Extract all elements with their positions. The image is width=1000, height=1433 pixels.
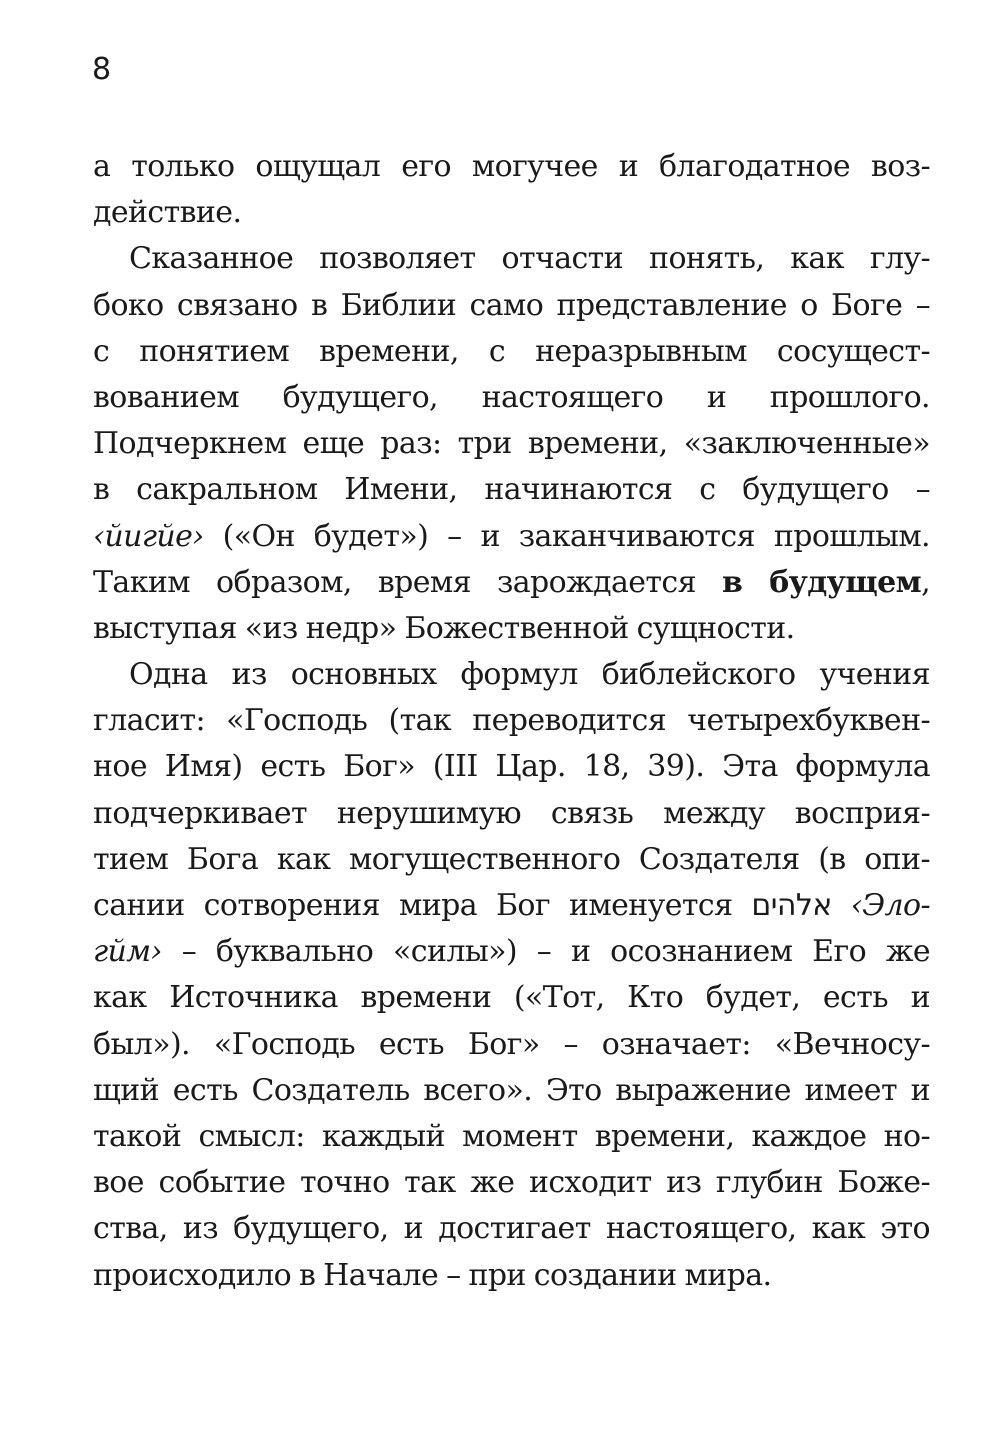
text-line: щий есть Создатель всего». Это выражение имеет и xyxy=(93,1072,930,1108)
text-line: действие. xyxy=(93,195,242,231)
text-line xyxy=(93,883,930,929)
text-line: Одна из основных формул библейского учения xyxy=(129,657,930,693)
hebrew-word: אלהים xyxy=(751,888,832,923)
text-line: Сказанное позволяет отчасти понять, как глу- xyxy=(129,241,930,277)
text-segment: Таким образом, время зарождается xyxy=(93,564,723,600)
text-line: происходило в Начале – при создании мира. xyxy=(93,1257,772,1293)
paragraph-2 xyxy=(93,236,930,652)
text-line: выступая «из недр» Божественной сущности. xyxy=(93,610,795,646)
text-line: с понятием времени, с неразрывным сосущест- xyxy=(93,333,930,369)
text-segment: («Он будет») – и заканчиваются прошлым. xyxy=(203,518,930,554)
text-line: ства, из будущего, и достигает настоящего, как это xyxy=(93,1211,930,1247)
text-line: тием Бога как могущественного Создателя (в опи- xyxy=(93,841,930,877)
text-line: подчеркивает нерушимую связь между восприя- xyxy=(93,795,930,831)
paragraph-1 xyxy=(93,144,930,236)
text-line xyxy=(93,560,930,606)
text-line: в сакральном Имени, начинаются с будущего – xyxy=(93,472,930,508)
text-line: такой смысл: каждый момент времени, каждое но- xyxy=(93,1118,930,1154)
text-line xyxy=(93,929,930,975)
transliteration-term: гйм› xyxy=(93,934,162,970)
transliteration-term: ‹йигйе› xyxy=(93,518,204,554)
text-line: вованием будущего, настоящего и прошлого. xyxy=(93,379,930,415)
text-line: был»). «Господь есть Бог» – означает: «Вечносу- xyxy=(93,1026,930,1062)
text-line: Подчеркнем еще раз: три времени, «заключенные» xyxy=(93,426,930,462)
transliteration-term: ‹Эло- xyxy=(831,888,931,923)
text-line: вое событие точно так же исходит из глубин Боже- xyxy=(93,1165,930,1201)
text-segment: – буквально «силы») – и осознанием Его же xyxy=(161,934,930,970)
text-line: ное Имя) есть Бог» (III Цар. 18, 39). Эта формула xyxy=(93,749,930,785)
page-number: 8 xyxy=(92,52,112,87)
text-line: как Источника времени («Тот, Кто будет, есть и xyxy=(93,980,930,1016)
body-text xyxy=(93,144,930,1299)
text-line xyxy=(93,514,930,560)
text-line: гласит: «Господь (так переводится четырехбуквен- xyxy=(93,703,930,739)
text-line: боко связано в Библии само представление о Боге – xyxy=(93,287,930,323)
text-segment: сании сотворения мира Бог именуется xyxy=(93,888,752,923)
text-line: а только ощущал его могучее и благодатное воз- xyxy=(93,149,930,184)
paragraph-3 xyxy=(93,652,930,1299)
emphasis-bold: в будущем xyxy=(722,564,922,600)
text-segment: , xyxy=(921,564,930,600)
